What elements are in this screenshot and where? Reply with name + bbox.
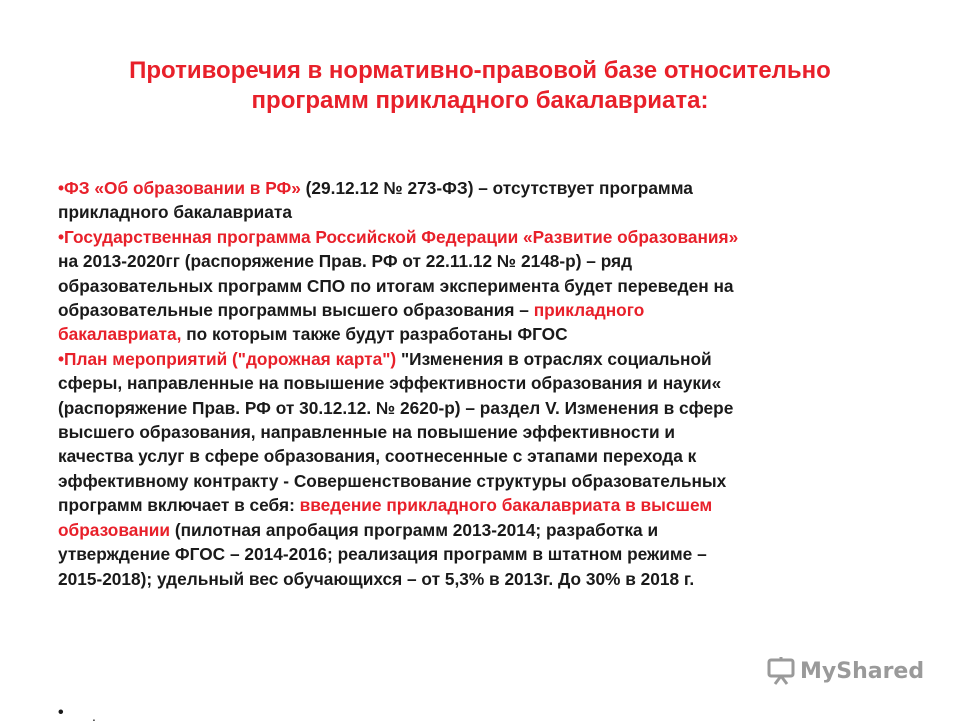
highlighted-text: введение прикладного бакалавриата в высшем	[299, 495, 713, 516]
body-line	[58, 567, 918, 591]
highlighted-text: образовании	[58, 519, 171, 540]
watermark-text: MyShared	[800, 658, 925, 684]
body-text-segment: высшего образования, направленные на повышение эффективности и	[58, 422, 676, 443]
highlighted-text: прикладного	[533, 300, 645, 321]
body-text-segment: сферы, направленные на повышение эффективности образования и науки«	[58, 373, 722, 394]
body-text-segment: "Изменения в отраслях социальной	[396, 348, 712, 369]
body-text-segment: (распоряжение Прав. РФ от 30.12.12. № 2620-р) – раздел V. Изменения в сфере	[58, 397, 734, 418]
body-text-segment: эффективному контракту - Совершенствование структуры образовательных	[58, 470, 727, 491]
body-text-segment: по которым также будут разработаны ФГОС	[181, 324, 568, 345]
footer-bullet: •	[58, 704, 64, 721]
body-line	[58, 298, 918, 322]
slide-title-line-1: Противоречия в нормативно-правовой базе относительно	[129, 57, 831, 84]
body-line	[58, 396, 918, 420]
slide-title	[40, 56, 920, 116]
highlighted-text: •План мероприятий ("дорожная карта")	[58, 348, 397, 369]
body-line	[58, 371, 918, 395]
body-text-segment: программ включает в себя:	[58, 495, 300, 516]
presentation-board-icon	[766, 657, 796, 685]
body-text-segment: прикладного бакалавриата	[58, 202, 292, 223]
body-line	[58, 469, 918, 493]
footer-dot: .	[92, 708, 96, 724]
body-line	[58, 542, 918, 566]
body-line	[58, 493, 918, 517]
body-line	[58, 249, 918, 273]
body-line	[58, 518, 918, 542]
slide-title-line-2: программ прикладного бакалавриата:	[251, 87, 709, 114]
body-text-segment: образовательных программ СПО по итогам эксперимента будет переведен на	[58, 275, 734, 296]
body-text-segment: образовательные программы высшего образования –	[58, 300, 534, 321]
highlighted-text: •ФЗ «Об образовании в РФ»	[58, 178, 301, 198]
body-line	[58, 420, 918, 444]
body-line	[58, 225, 918, 249]
body-line	[58, 444, 918, 468]
highlighted-text: бакалавриата,	[58, 324, 182, 345]
body-line	[58, 176, 918, 200]
slide-body	[58, 176, 918, 591]
body-text-segment: (пилотная апробация программ 2013-2014; разработка и	[170, 519, 659, 540]
body-text-segment: утверждение ФГОС – 2014-2016; реализация программ в штатном режиме –	[58, 544, 707, 565]
body-line	[58, 322, 918, 346]
myshared-watermark	[766, 657, 924, 685]
body-text-segment: 2015-2018); удельный вес обучающихся – от 5,3% в 2013г. До 30% в 2018 г.	[58, 568, 695, 589]
body-line	[58, 274, 918, 298]
body-text-segment: на 2013-2020гг (распоряжение Прав. РФ от 22.11.12 № 2148-р) – ряд	[58, 251, 633, 272]
body-line	[58, 347, 918, 371]
body-line	[58, 200, 918, 224]
body-text-segment: качества услуг в сфере образования, соотнесенные с этапами перехода к	[58, 446, 697, 467]
highlighted-text: •Государственная программа Российской Федерации «Развитие образования»	[58, 226, 739, 247]
body-text-segment: (29.12.12 № 273-ФЗ) – отсутствует программа	[300, 178, 693, 198]
